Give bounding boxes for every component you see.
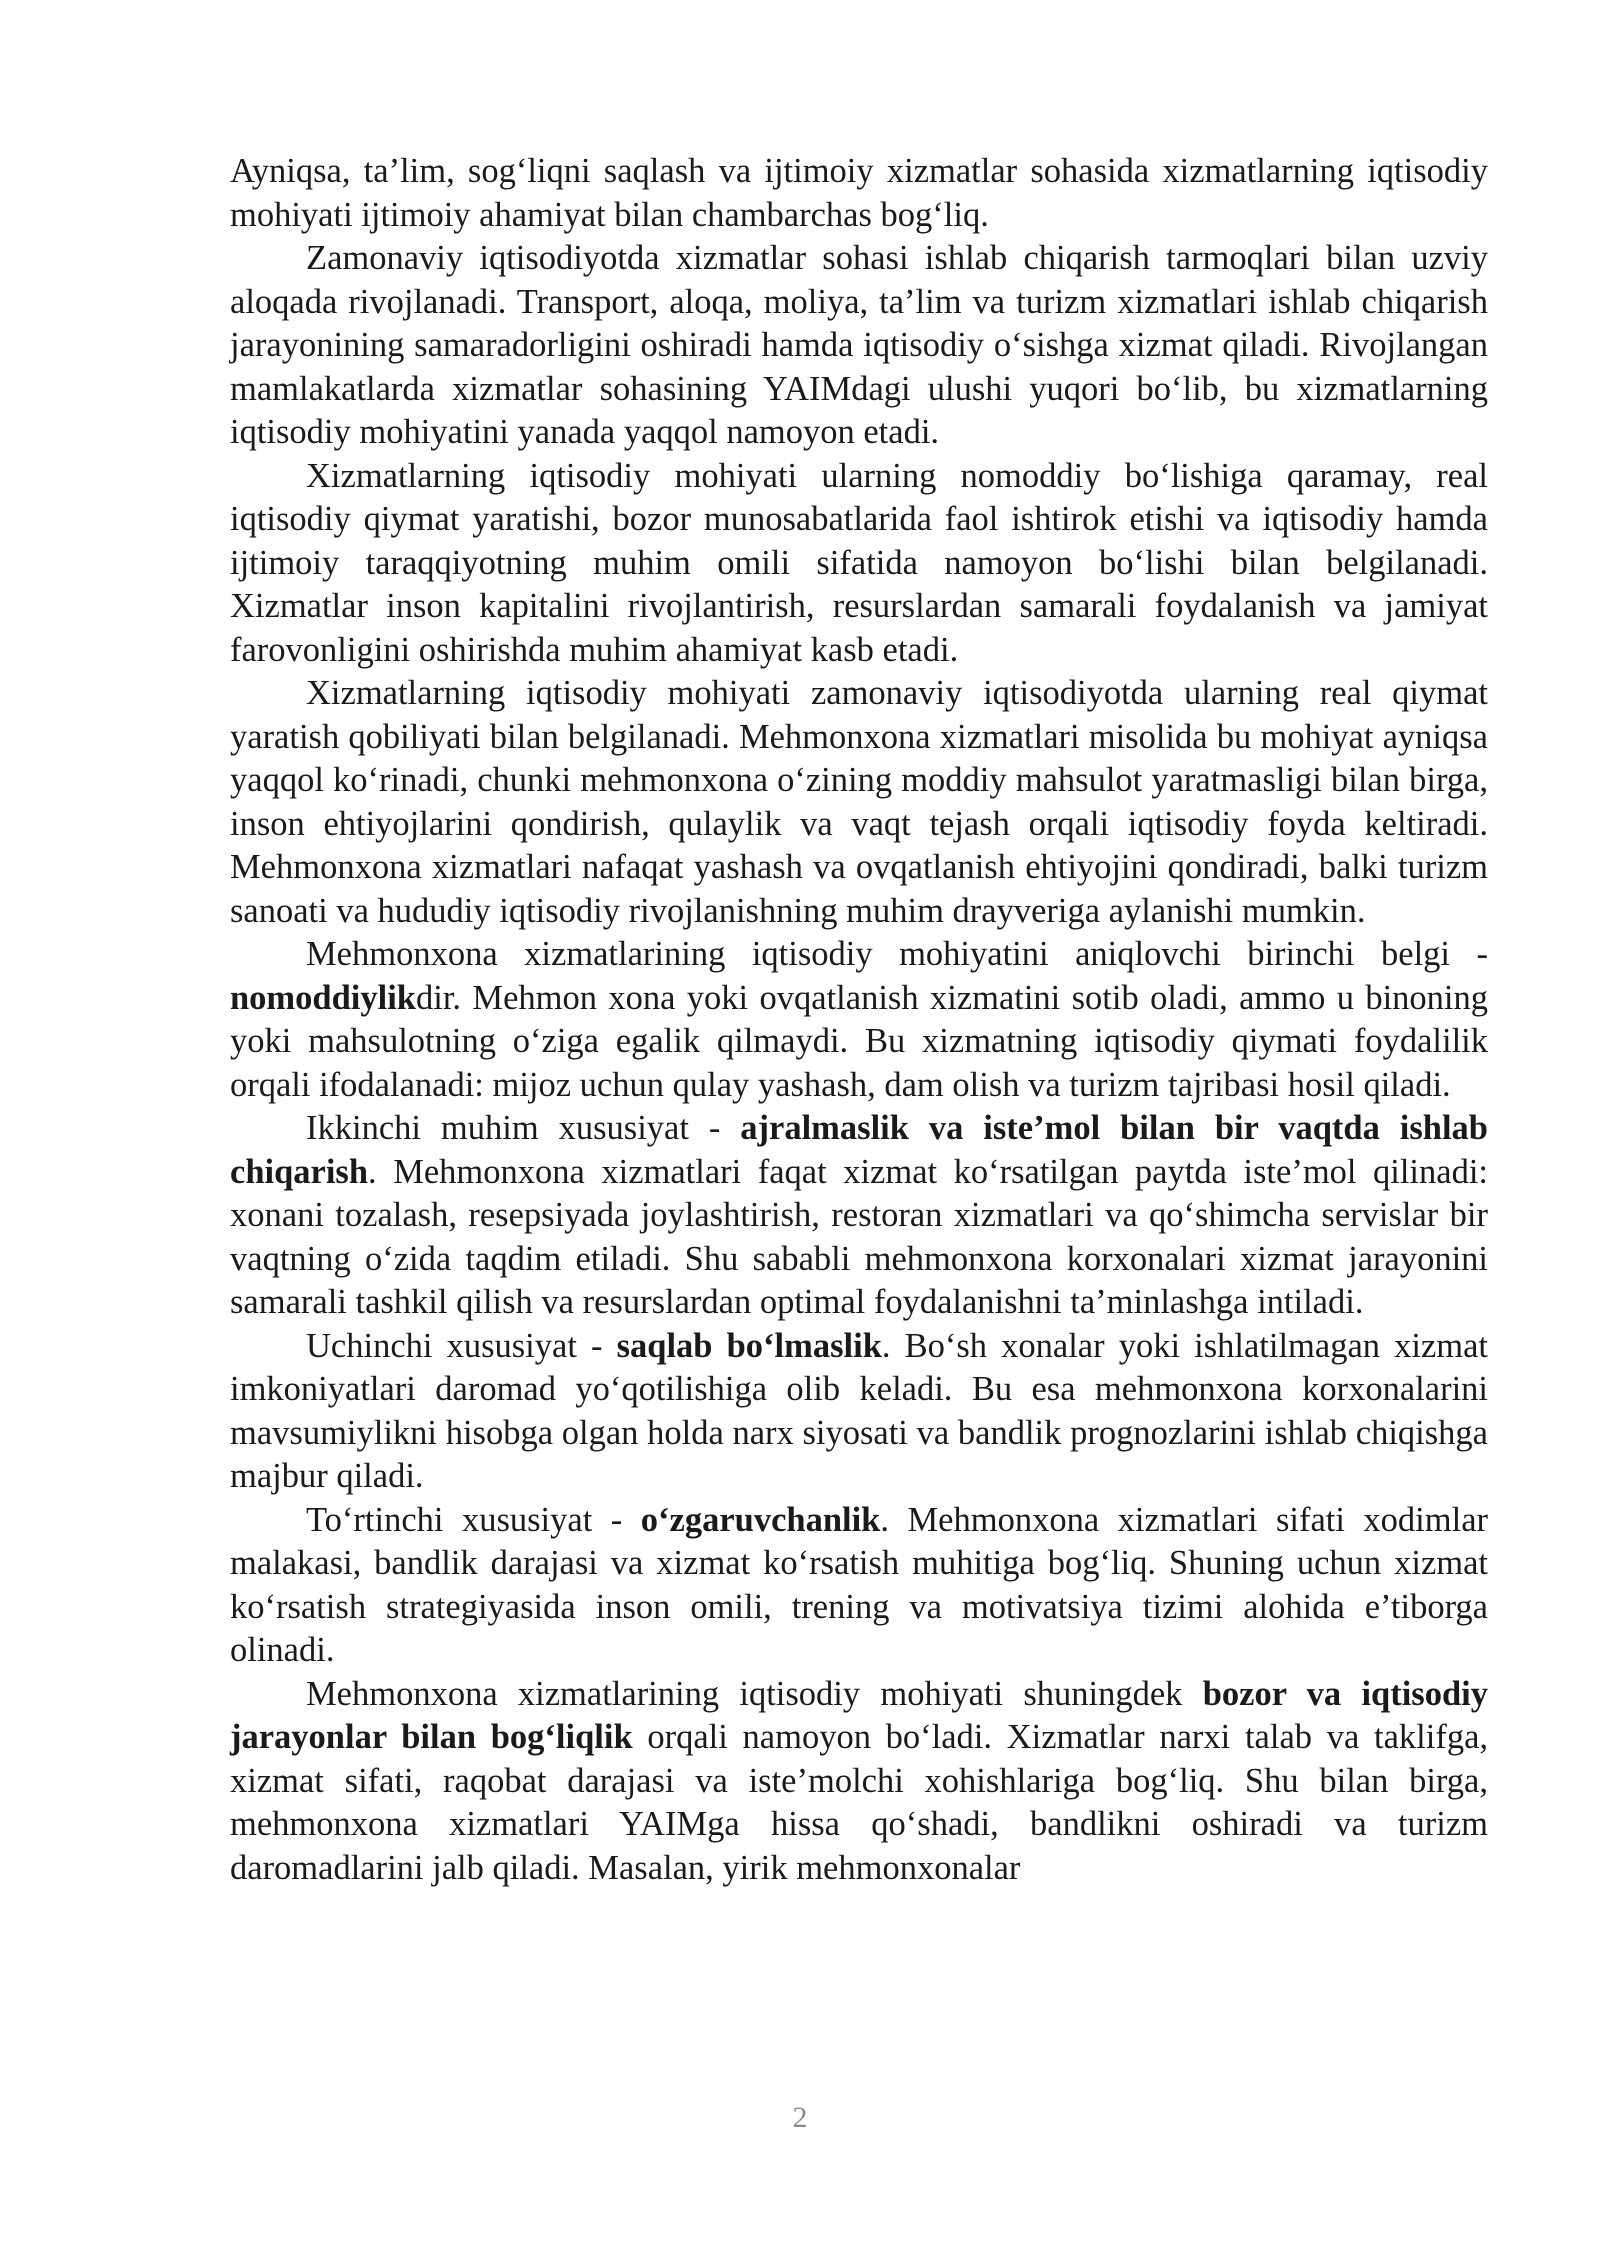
paragraph	[230, 1325, 1488, 1499]
text-run: . Bo‘sh xonalar yoki ishlatilmagan xizmat imkoniyatlari daromad yo‘qotilishiga olib keladi. Bu esa mehmonxona korxonalarini mavsumiylikni hisobga olgan holda narx siyosati va bandlik prognozlarini ishlab chiqishga majbur qiladi.	[230, 1326, 1489, 1495]
paragraph	[230, 933, 1488, 1107]
paragraph	[230, 1499, 1488, 1673]
bold-term: ajralmaslik va iste’mol bilan bir vaqtda ishlab chiqarish	[230, 1109, 1488, 1191]
text-run: Ayniqsa, ta’lim, sog‘liqni saqlash va ijtimoiy xizmatlar sohasida xizmatlarning iqtisodiy mohiyati ijtimoiy ahamiyat bilan chambarchas bog‘liq.	[230, 152, 1488, 234]
bold-term: saqlab bo‘lmaslik	[616, 1326, 882, 1365]
paragraph	[230, 237, 1488, 455]
text-run: dir. Mehmon xona yoki ovqatlanish xizmatini sotib oladi, ammo u binoning yoki mahsulotning o‘ziga egalik qilmaydi. Bu xizmatning iqtisodiy qiymati foydalilik orqali ifodalanadi: mijoz uchun qulay yashash, dam olish va turizm tajribasi hosil qiladi.	[230, 978, 1488, 1104]
paragraph	[230, 455, 1488, 673]
body-text	[230, 150, 1488, 1890]
text-run: . Mehmonxona xizmatlari sifati xodimlar malakasi, bandlik darajasi va xizmat ko‘rsatish muhitiga bog‘liq. Shuning uchun xizmat ko‘rsatish strategiyasida inson omili, trening va motivatsiya tizimi alohida e’tiborga olinadi.	[230, 1500, 1488, 1669]
bold-term: bozor va iqtisodiy jarayonlar bilan bog‘liqlik	[230, 1674, 1489, 1756]
bold-term: o‘zgaruvchanlik	[640, 1500, 881, 1539]
text-run: Zamonaviy iqtisodiyotda xizmatlar sohasi ishlab chiqarish tarmoqlari bilan uzviy aloqada rivojlanadi. Transport, aloqa, moliya, ta’lim va turizm xizmatlari ishlab chiqarish jarayonining samaradorligini oshiradi hamda iqtisodiy o‘sishga xizmat qiladi. Rivojlangan mamlakatlarda xizmatlar sohasining YAIMdagi ulushi yuqori bo‘lib, bu xizmatlarning iqtisodiy mohiyatini yanada yaqqol namoyon etadi.	[230, 239, 1488, 451]
text-run: Ikkinchi muhim xususiyat -	[306, 1109, 741, 1147]
text-run: Uchinchi xususiyat -	[306, 1326, 617, 1365]
text-run: Xizmatlarning iqtisodiy mohiyati ularning nomoddiy bo‘lishiga qaramay, real iqtisodiy qiymat yaratishi, bozor munosabatlarida faol ishtirok etishi va iqtisodiy hamda ijtimoiy taraqqiyotning muhim omili sifatida namoyon bo‘lishi bilan belgilanadi. Xizmatlar inson kapitalini rivojlantirish, resurslardan samarali foydalanish va jamiyat farovonligini oshirishda muhim ahamiyat kasb etadi.	[230, 456, 1488, 669]
paragraph	[230, 150, 1488, 237]
paragraph	[230, 1107, 1488, 1325]
paragraph	[230, 672, 1488, 933]
page-number: 2	[792, 2101, 808, 2134]
text-run: Xizmatlarning iqtisodiy mohiyati zamonaviy iqtisodiyotda ularning real qiymat yaratish qobiliyati bilan belgilanadi. Mehmonxona xizmatlari misolida bu mohiyat ayniqsa yaqqol ko‘rinadi, chunki mehmonxona o‘zining moddiy mahsulot yaratmasligi bilan birga, inson ehtiyojlarini qondirish, qulaylik va vaqt tejash orqali iqtisodiy foyda keltiradi. Mehmonxona xizmatlari nafaqat yashash va ovqatlanish ehtiyojini qondiradi, balki turizm sanoati va hududiy iqtisodiy rivojlanishning muhim drayveriga aylanishi mumkin.	[230, 674, 1488, 930]
text-run: Mehmonxona xizmatlarining iqtisodiy mohiyatini aniqlovchi birinchi belgi -	[306, 935, 1488, 973]
text-run: orqali namoyon bo‘ladi. Xizmatlar narxi talab va taklifga, xizmat sifati, raqobat darajasi va iste’molchi xohishlariga bog‘liq. Shu bilan birga, mehmonxona xizmatlari YAIMga hissa qo‘shadi, bandlikni oshiradi va turizm daromadlarini jalb qiladi. Masalan, yirik mehmonxonalar	[230, 1718, 1489, 1887]
text-run: To‘rtinchi xususiyat -	[306, 1500, 641, 1539]
paragraph	[230, 1673, 1488, 1891]
text-run: . Mehmonxona xizmatlari faqat xizmat ko‘rsatilgan paytda iste’mol qilinadi: xonani tozalash, resepsiyada joylashtirish, restoran xizmatlari va qo‘shimcha servislar bir vaqtning o‘zida taqdim etiladi. Shu sababli mehmonxona korxonalari xizmat jarayonini samarali tashkil qilish va resurslardan optimal foydalanishni ta’minlashga intiladi.	[230, 1152, 1488, 1321]
text-run: Mehmonxona xizmatlarining iqtisodiy mohiyati shuningdek	[306, 1674, 1203, 1713]
bold-term: nomoddiylik	[230, 978, 416, 1017]
